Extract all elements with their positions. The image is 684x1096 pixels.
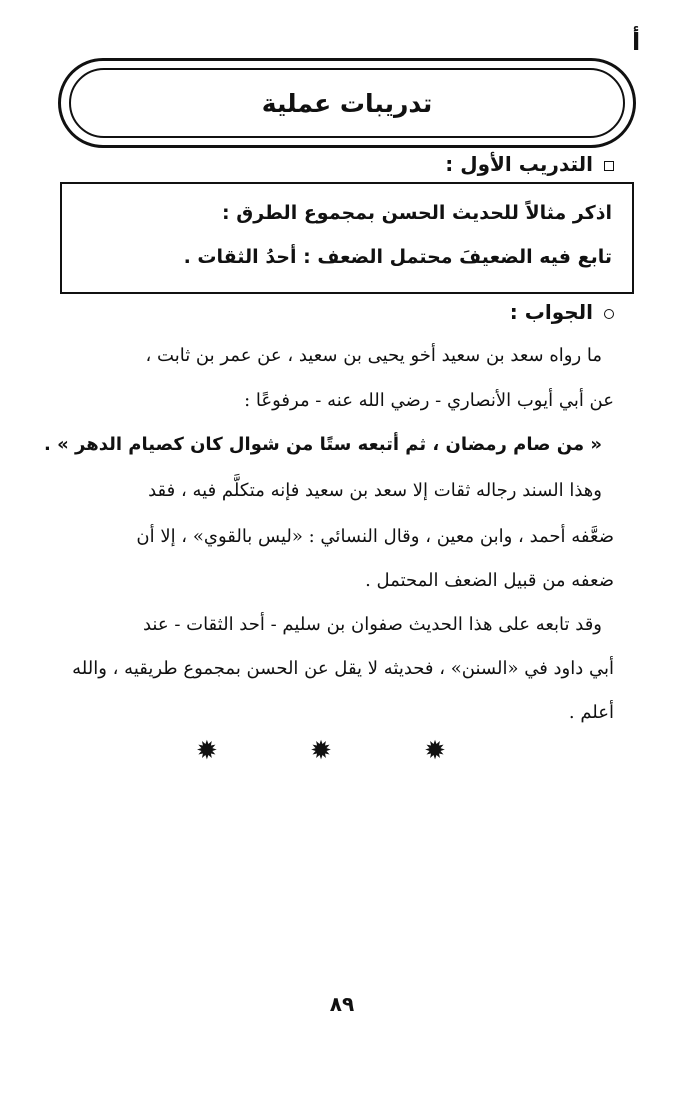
page-number: ٨٩	[329, 992, 355, 1016]
title-frame	[58, 58, 636, 148]
answer-line: ما رواه سعد بن سعيد أخو يحيى بن سعيد ، عن عمر بن ثابت ،	[145, 345, 602, 366]
hadith-text: « من صام رمضان ، ثم أتبعه ستًا من شوال كان كصيام الدهر » .	[44, 434, 602, 455]
answer-line: ضعفه من قبيل الضعف المحتمل .	[365, 570, 614, 591]
page-title: تدريبات عملية	[261, 88, 433, 118]
answer-heading-row	[510, 300, 614, 324]
task-line: اذكر مثالاً للحديث الحسن بمجموع الطرق :	[222, 202, 612, 224]
task-line: تابع فيه الضعيفَ محتمل الضعف : أحدُ الثقات .	[183, 246, 612, 268]
answer-line: أبي داود في «السنن» ، فحديثه لا يقل عن الحسن بمجموع طريقيه ، والله	[72, 658, 614, 679]
square-bullet-icon	[604, 161, 614, 171]
answer-heading: الجواب :	[509, 300, 594, 324]
answer-line: وقد تابعه على هذا الحديث صفوان بن سليم - أحد الثقات - عند	[142, 614, 602, 635]
answer-line: ضعَّفه أحمد ، وابن معين ، وقال النسائي : «ليس بالقوي» ، إلا أن	[136, 526, 614, 547]
exercise-heading: التدريب الأول :	[445, 152, 594, 176]
exercise-heading-row	[445, 152, 614, 176]
answer-line: وهذا السند رجاله ثقات إلا سعد بن سعيد فإنه متكلَّم فيه ، فقد	[148, 480, 602, 501]
title-frame-inner	[69, 68, 625, 138]
answer-line: عن أبي أيوب الأنصاري - رضي الله عنه - مرفوعًا :	[244, 390, 614, 411]
section-separator-stars: ✹ ✹ ✹	[196, 736, 488, 766]
answer-line: أعلم .	[568, 702, 614, 723]
circle-bullet-icon	[604, 309, 614, 319]
exercise-task-box	[60, 182, 634, 294]
corner-mark: أ	[632, 28, 641, 56]
